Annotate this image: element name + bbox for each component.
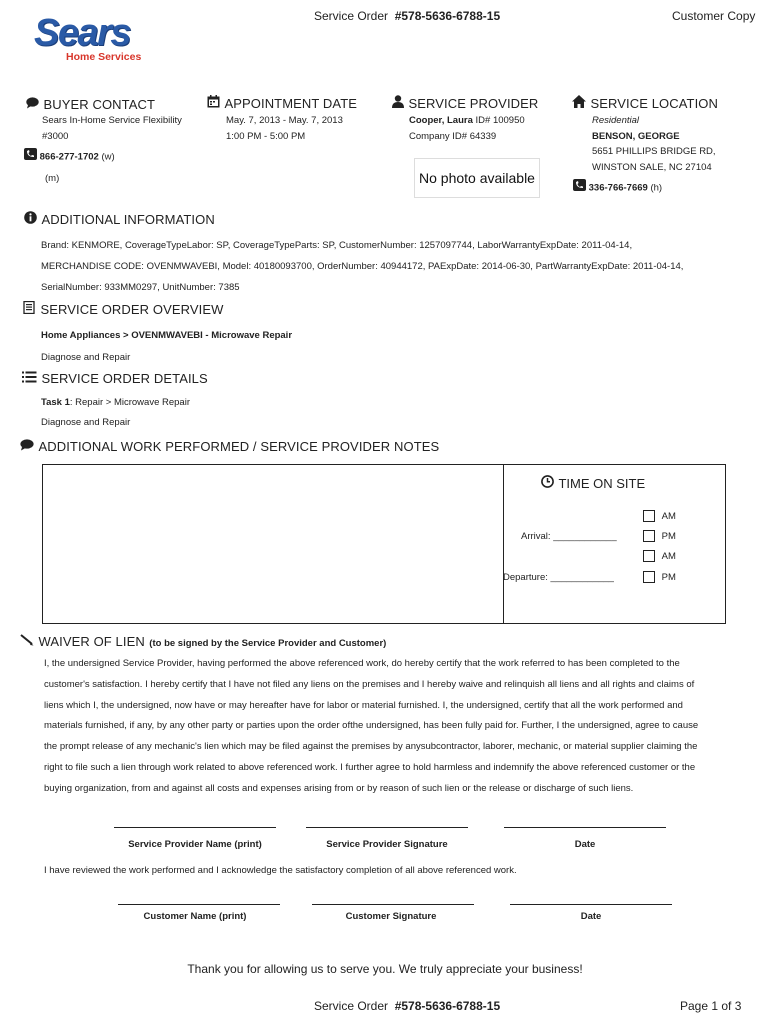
- customer-signature-line[interactable]: [312, 904, 474, 905]
- house-icon: [572, 95, 586, 113]
- provider-date-label: Date: [574, 839, 596, 850]
- arrival-pm-label: PM: [661, 531, 676, 542]
- notes-title: ADDITIONAL WORK PERFORMED / SERVICE PROVIDER NOTES: [38, 439, 440, 455]
- arrival-label: Arrival: ____________: [521, 531, 617, 542]
- task-text: : Repair > Microwave Repair: [69, 397, 190, 408]
- location-phone-suffix: (h): [650, 182, 663, 194]
- buyer-contact-details: [42, 113, 182, 144]
- waiver-line: the prompt release of any mechanic's lien which may be filed against the premises by anysubcontractor, laborer, mechanic, or material supplier claiming the: [44, 741, 698, 753]
- departure-label: Departure: ____________: [503, 572, 614, 583]
- departure-pm-checkbox[interactable]: [643, 571, 655, 583]
- buyer-phone-w: [24, 148, 115, 166]
- phone-icon: [24, 148, 37, 166]
- appointment-details: [226, 113, 343, 144]
- page-indicator: Page 1 of 3: [680, 999, 742, 1013]
- location-phone: [573, 179, 662, 197]
- pen-icon: [20, 633, 34, 651]
- provider-signature-label: Service Provider Signature: [326, 839, 448, 850]
- provider-section: [392, 95, 538, 113]
- waiver-section: [20, 633, 386, 651]
- provider-id: ID# 100950: [475, 115, 525, 126]
- footer-service-order: [314, 999, 500, 1013]
- customer-date-line[interactable]: [510, 904, 672, 905]
- buyer-line2: #3000: [42, 130, 69, 142]
- logo-main: Sears: [34, 12, 131, 54]
- location-name: BENSON, GEORGE: [592, 130, 680, 142]
- waiver-title: WAIVER OF LIEN: [38, 634, 145, 650]
- notes-section: [20, 438, 439, 456]
- waiver-line: customer's satisfaction. I hereby certify that I have not filed any liens on the premises and I hereby waive and relinquish all liens and all rights and claims of: [44, 678, 695, 690]
- additional-info-section: [24, 211, 215, 229]
- customer-name-label: Customer Name (print): [143, 911, 247, 922]
- overview-body: [41, 325, 292, 369]
- buyer-phone-m: (m): [45, 173, 60, 184]
- provider-name-label: Service Provider Name (print): [128, 839, 262, 850]
- waiver-subtitle: (to be signed by the Service Provider and Customer): [149, 638, 387, 650]
- details-body: [41, 393, 190, 433]
- details-desc: Diagnose and Repair: [41, 417, 131, 428]
- logo-sub: Home Services: [66, 51, 142, 63]
- overview-title: SERVICE ORDER OVERVIEW: [40, 302, 224, 318]
- service-order-number: #578-5636-6788-15: [394, 9, 501, 23]
- thank-you-message: Thank you for allowing us to serve you. We truly appreciate your business!: [187, 962, 583, 976]
- info-icon: [24, 211, 37, 229]
- buyer-line1: Sears In-Home Service Flexibility: [42, 115, 182, 126]
- provider-photo-placeholder: No photo available: [414, 158, 540, 198]
- provider-signature-line[interactable]: [306, 827, 468, 828]
- location-address1: 5651 PHILLIPS BRIDGE RD,: [592, 146, 716, 157]
- provider-name: Cooper, Laura: [409, 115, 473, 126]
- departure-pm-label: PM: [661, 572, 676, 583]
- service-order-label: Service Order: [314, 9, 389, 23]
- clock-icon: [541, 475, 554, 493]
- notes-box: [42, 464, 726, 624]
- time-on-site-title: TIME ON SITE: [558, 476, 646, 492]
- overview-path: Home Appliances > OVENMWAVEBI - Microwave Repair: [41, 330, 293, 341]
- appointment-times: 1:00 PM - 5:00 PM: [226, 130, 306, 142]
- customer-signature-label: Customer Signature: [345, 911, 437, 922]
- provider-name-line[interactable]: [114, 827, 276, 828]
- appointment-section: [207, 95, 357, 113]
- additional-info-title: ADDITIONAL INFORMATION: [41, 212, 215, 228]
- arrival-pm-row: [643, 529, 676, 545]
- customer-date-label: Date: [580, 911, 602, 922]
- overview-section: [23, 301, 224, 319]
- overview-desc: Diagnose and Repair: [41, 352, 131, 363]
- waiver-line: I, the undersigned Service Provider, having performed the above referenced work, do hereby certify that the work referred to has been completed to the: [44, 658, 680, 669]
- buyer-contact-section: [26, 96, 155, 114]
- appointment-dates: May. 7, 2013 - May. 7, 2013: [226, 115, 343, 126]
- arrival-pm-checkbox[interactable]: [643, 530, 655, 542]
- departure-pm-row: [643, 570, 676, 586]
- waiver-line: materials furnished, if any, by any other party or parties upon the order ofthe undersigned, has been fully paid for. Further, I the undersigned, agree to cause: [44, 720, 699, 732]
- details-section: [22, 370, 208, 388]
- waiver-line: liens which I, the undersigned, now have or may hereafter have for labor or material furnished. I, the undersigned, certify that all the work performed and: [44, 699, 683, 711]
- details-title: SERVICE ORDER DETAILS: [41, 371, 208, 387]
- location-title: SERVICE LOCATION: [590, 96, 718, 112]
- buyer-contact-title: BUYER CONTACT: [43, 97, 156, 113]
- list-icon: [22, 370, 37, 388]
- departure-row: [503, 570, 614, 586]
- additional-info-line3: SerialNumber: 933MM0297, UnitNumber: 7385: [41, 282, 240, 293]
- header-service-order: [314, 9, 500, 23]
- location-phone-number: 336-766-7669: [588, 182, 648, 194]
- provider-date-line[interactable]: [504, 827, 666, 828]
- time-on-site-header: [541, 475, 645, 493]
- phone-icon: [573, 179, 586, 197]
- provider-title: SERVICE PROVIDER: [408, 96, 539, 112]
- waiver-line: buying organization, from and against all costs and expenses arising from or by reason of such lien or the release or discharge of such liens.: [44, 782, 634, 794]
- arrival-am-row: [643, 509, 676, 525]
- speech-bubble-icon: [26, 96, 39, 114]
- acknowledge-text: I have reviewed the work performed and I acknowledge the satisfactory completion of all above referenced work.: [44, 865, 517, 876]
- additional-info-line2: MERCHANDISE CODE: OVENMWAVEBI, Model: 40180093700, OrderNumber: 40944172, PAExpDate: 2014-06-30, PartWarrantyExpDate: 2011-04-14,: [41, 261, 684, 272]
- appointment-title: APPOINTMENT DATE: [224, 96, 358, 112]
- provider-company: Company ID# 64339: [409, 130, 497, 142]
- arrival-row: [521, 529, 617, 545]
- provider-details: [409, 113, 525, 144]
- notes-textarea[interactable]: [43, 465, 504, 623]
- waiver-line: right to file such a lien through work related to above referenced work. I further agree to hold harmless and indemnify the above referenced customer or the: [44, 761, 696, 773]
- customer-name-line[interactable]: [118, 904, 280, 905]
- person-icon: [392, 95, 404, 113]
- additional-info-line1: Brand: KENMORE, CoverageTypeLabor: SP, CoverageTypeParts: SP, CustomerNumber: 1257097744, LaborWarrantyExpDate: 2011-04-14,: [41, 240, 633, 251]
- arrival-am-checkbox[interactable]: [643, 510, 655, 522]
- document-icon: [23, 301, 36, 319]
- location-section: [572, 95, 718, 113]
- buyer-phone-number: 866-277-1702: [39, 151, 99, 163]
- customer-copy-label: Customer Copy: [672, 9, 756, 23]
- additional-info-body: [41, 235, 761, 298]
- speech-bubble-icon: [20, 438, 34, 456]
- departure-am-row: [643, 549, 676, 565]
- departure-am-label: AM: [661, 551, 676, 562]
- arrival-am-label: AM: [661, 511, 676, 522]
- departure-am-checkbox[interactable]: [643, 550, 655, 562]
- footer-service-order-label: Service Order: [314, 999, 389, 1013]
- task-label: Task 1: [41, 397, 70, 408]
- buyer-phone-suffix: (w): [101, 151, 115, 163]
- location-address2: WINSTON SALE, NC 27104: [592, 161, 712, 173]
- sears-logo: [34, 14, 144, 66]
- waiver-body: [44, 654, 744, 800]
- footer-service-order-number: #578-5636-6788-15: [394, 999, 501, 1013]
- calendar-icon: [207, 95, 220, 113]
- location-details: [592, 113, 716, 175]
- location-type: Residential: [592, 115, 639, 126]
